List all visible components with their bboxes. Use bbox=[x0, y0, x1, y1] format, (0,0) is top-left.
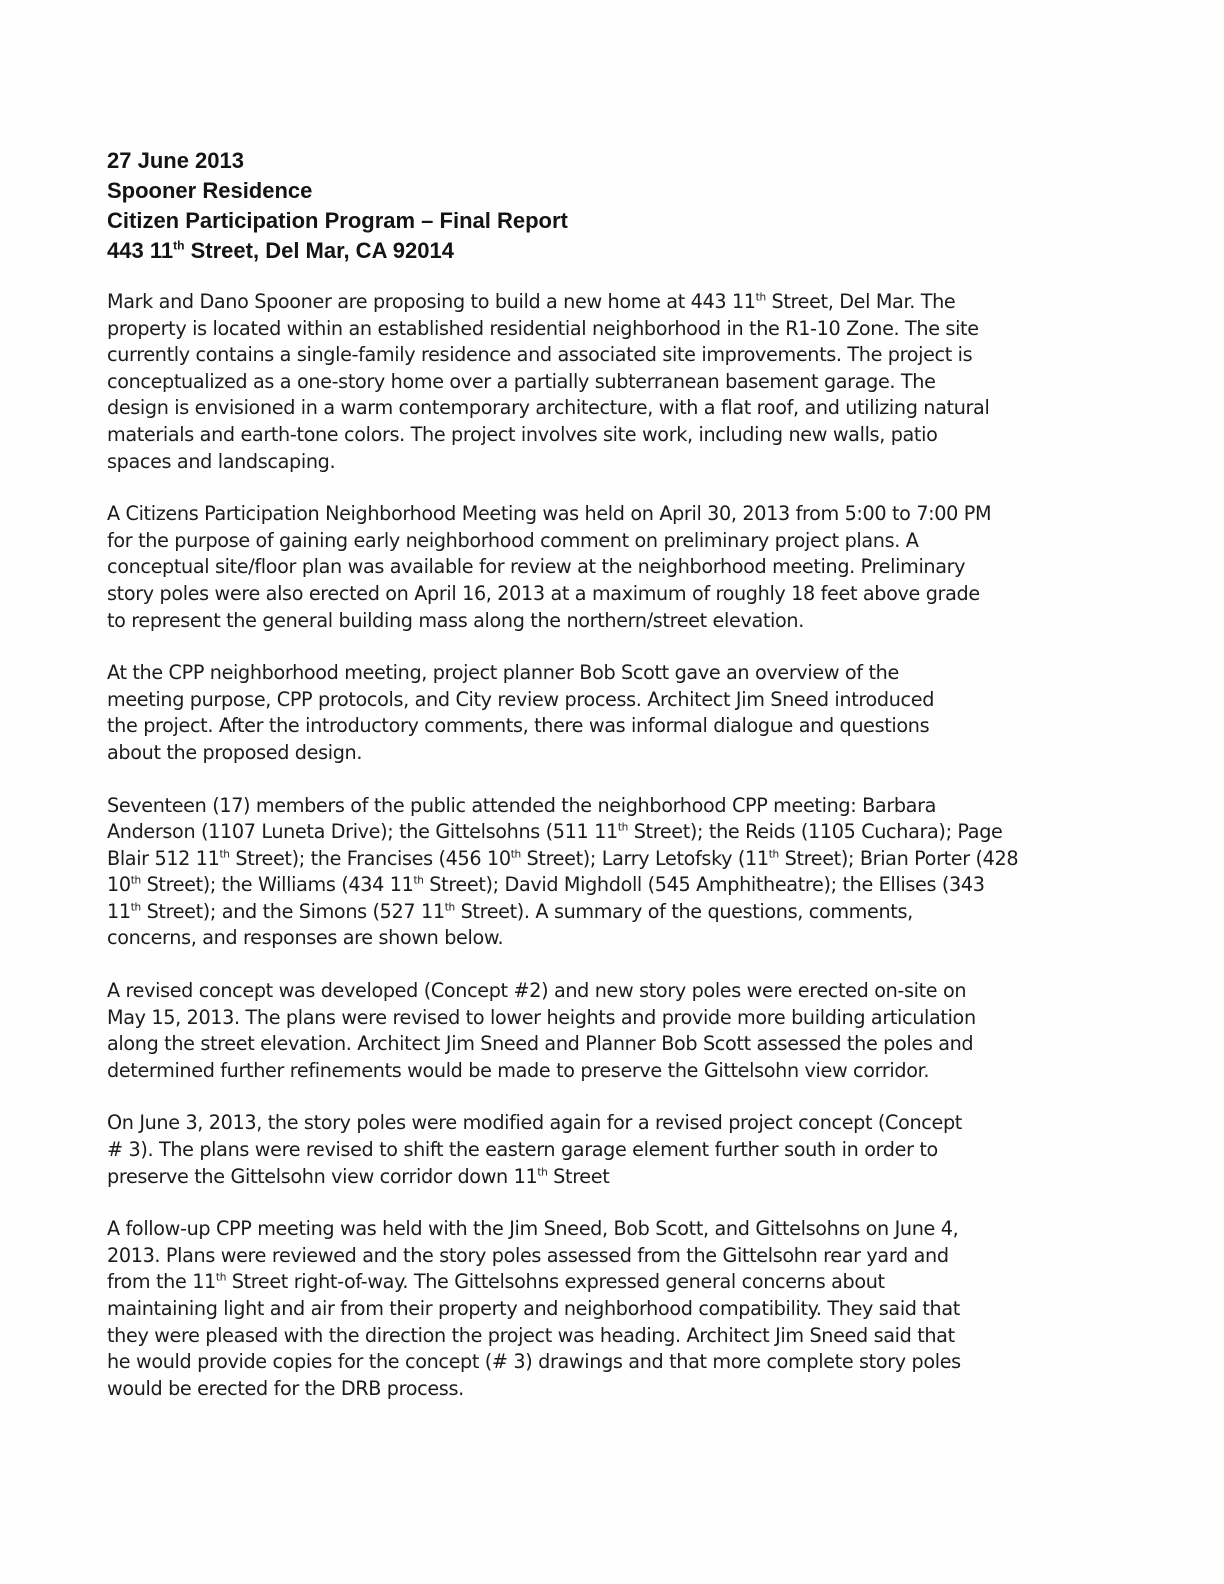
text-line bbox=[107, 289, 1112, 316]
text-segment: Street); the Reids (1105 Cuchara); Page bbox=[627, 820, 1003, 844]
ordinal-superscript: th bbox=[510, 848, 521, 861]
project-name: Spooner Residence bbox=[107, 178, 313, 203]
ordinal-superscript: th bbox=[130, 901, 141, 914]
ordinal-superscript: th bbox=[413, 874, 424, 887]
text-line bbox=[107, 369, 1112, 396]
text-segment: determined further refinements would be made to preserve the Gittelsohn view corridor. bbox=[107, 1058, 930, 1082]
address-rest: Street, Del Mar, CA 92014 bbox=[184, 238, 454, 263]
text-line bbox=[107, 1110, 1112, 1137]
text-segment: Street, Del Mar. The bbox=[765, 290, 956, 313]
text-segment: Seventeen (17) members of the public attended the neighborhood CPP meeting: Barbara bbox=[107, 793, 937, 817]
ordinal-superscript: th bbox=[444, 901, 455, 914]
text-segment: the project. After the introductory comments, there was informal dialogue and questions bbox=[107, 714, 930, 738]
ordinal-superscript: th bbox=[768, 848, 779, 861]
text-line bbox=[107, 846, 1112, 873]
report-date: 27 June 2013 bbox=[107, 148, 244, 173]
text-segment: along the street elevation. Architect Jim Sneed and Planner Bob Scott assessed the poles and bbox=[107, 1032, 974, 1056]
text-segment: conceptual site/floor plan was available for review at the neighborhood meeting. Preliminary bbox=[107, 555, 966, 579]
text-line bbox=[107, 422, 1112, 449]
text-line bbox=[107, 449, 1112, 476]
project-address bbox=[107, 236, 1107, 266]
text-segment: to represent the general building mass along the northern/street elevation. bbox=[107, 608, 804, 632]
text-segment: spaces and landscaping. bbox=[107, 449, 336, 473]
text-line bbox=[107, 528, 1112, 555]
text-segment: maintaining light and air from their property and neighborhood compatibility. They said that bbox=[107, 1297, 960, 1320]
text-line bbox=[107, 1031, 1112, 1058]
text-segment: they were pleased with the direction the project was heading. Architect Jim Sneed said that bbox=[107, 1323, 955, 1347]
text-segment: about the proposed design. bbox=[107, 740, 363, 764]
text-segment: conceptualized as a one-story home over a partially subterranean basement garage. The bbox=[107, 369, 936, 393]
document-header bbox=[107, 146, 1107, 266]
paragraph bbox=[107, 289, 1112, 475]
text-segment: Street right-of-way. The Gittelsohns expressed general concerns about bbox=[226, 1270, 885, 1294]
text-line bbox=[107, 978, 1112, 1005]
ordinal-superscript: th bbox=[130, 874, 141, 887]
text-segment: A Citizens Participation Neighborhood Meeting was held on April 30, 2013 from 5:00 to 7:00 PM bbox=[107, 502, 992, 526]
text-line bbox=[107, 660, 1112, 687]
text-line bbox=[107, 899, 1112, 926]
text-segment: Mark and Dano Spooner are proposing to build a new home at 443 11 bbox=[107, 290, 756, 313]
paragraph bbox=[107, 1110, 1112, 1190]
text-segment: Street). A summary of the questions, comments, bbox=[454, 899, 913, 923]
text-segment: At the CPP neighborhood meeting, project planner Bob Scott gave an overview of the bbox=[107, 661, 899, 685]
text-segment: A follow-up CPP meeting was held with the Jim Sneed, Bob Scott, and Gittelsohns on June 4, bbox=[107, 1217, 959, 1241]
text-line bbox=[107, 581, 1112, 608]
text-segment: would be erected for the DRB process. bbox=[107, 1376, 464, 1400]
text-segment: design is envisioned in a warm contemporary architecture, with a flat roof, and utilizing natural bbox=[107, 396, 990, 420]
text-segment: # 3). The plans were revised to shift the eastern garage element further south in order to bbox=[107, 1138, 938, 1162]
paragraph bbox=[107, 793, 1112, 953]
text-segment: 10 bbox=[107, 873, 131, 897]
text-segment: meeting purpose, CPP protocols, and City review process. Architect Jim Sneed introduced bbox=[107, 687, 935, 711]
text-line bbox=[107, 1296, 1112, 1323]
paragraph bbox=[107, 660, 1112, 766]
text-line bbox=[107, 1243, 1112, 1270]
text-line bbox=[107, 925, 1112, 952]
text-segment: Street bbox=[547, 1164, 610, 1188]
text-segment: from the 11 bbox=[107, 1270, 216, 1294]
report-title: Citizen Participation Program – Final Report bbox=[107, 208, 568, 233]
text-segment: property is located within an established residential neighborhood in the R1-10 Zone. The site bbox=[107, 316, 979, 340]
text-line bbox=[107, 608, 1112, 635]
text-line bbox=[107, 713, 1112, 740]
report-body bbox=[107, 289, 1112, 1428]
text-segment: 2013. Plans were reviewed and the story poles assessed from the Gittelsohn rear yard and bbox=[107, 1243, 949, 1267]
paragraph bbox=[107, 978, 1112, 1084]
paragraph bbox=[107, 501, 1112, 634]
text-segment: Street); David Mighdoll (545 Amphitheatre); the Ellises (343 bbox=[423, 873, 985, 897]
text-segment: Street); the Williams (434 11 bbox=[140, 873, 414, 897]
text-line bbox=[107, 687, 1112, 714]
text-line bbox=[107, 1058, 1112, 1085]
text-line bbox=[107, 1349, 1112, 1376]
address-number: 443 11 bbox=[107, 238, 174, 263]
paragraph bbox=[107, 1216, 1112, 1402]
text-line bbox=[107, 554, 1112, 581]
text-segment: Blair 512 11 bbox=[107, 846, 220, 870]
text-line bbox=[107, 1323, 1112, 1350]
text-line bbox=[107, 793, 1112, 820]
text-line bbox=[107, 395, 1112, 422]
text-line bbox=[107, 1269, 1112, 1296]
text-segment: Street); and the Simons (527 11 bbox=[140, 899, 445, 923]
text-line bbox=[107, 819, 1112, 846]
text-line bbox=[107, 1164, 1112, 1191]
text-segment: materials and earth-tone colors. The project involves site work, including new walls, patio bbox=[107, 422, 938, 446]
text-line bbox=[107, 1216, 1112, 1243]
text-segment: Street); Larry Letofsky (11 bbox=[520, 846, 769, 870]
text-segment: currently contains a single-family residence and associated site improvements. The project is bbox=[107, 343, 973, 367]
ordinal-superscript: th bbox=[537, 1166, 548, 1179]
text-line bbox=[107, 1005, 1112, 1032]
text-line bbox=[107, 501, 1112, 528]
text-segment: On June 3, 2013, the story poles were modified again for a revised project concept (Concept bbox=[107, 1111, 962, 1135]
text-line bbox=[107, 872, 1112, 899]
text-line bbox=[107, 316, 1112, 343]
text-segment: Street); the Francises (456 10 bbox=[229, 846, 511, 870]
text-segment: he would provide copies for the concept (# 3) drawings and that more complete story poles bbox=[107, 1350, 961, 1374]
ordinal-superscript: th bbox=[617, 821, 628, 834]
address-ordinal: th bbox=[173, 238, 185, 253]
text-segment: May 15, 2013. The plans were revised to lower heights and provide more building articulation bbox=[107, 1005, 976, 1029]
ordinal-superscript: th bbox=[215, 1272, 227, 1285]
ordinal-superscript: th bbox=[219, 848, 230, 861]
text-segment: 11 bbox=[107, 899, 131, 923]
text-segment: for the purpose of gaining early neighborhood comment on preliminary project plans. A bbox=[107, 528, 919, 552]
text-line bbox=[107, 342, 1112, 369]
text-segment: Street); Brian Porter (428 bbox=[778, 846, 1019, 870]
text-line bbox=[107, 740, 1112, 767]
text-segment: story poles were also erected on April 16, 2013 at a maximum of roughly 18 feet above grade bbox=[107, 581, 980, 605]
ordinal-superscript: th bbox=[755, 291, 766, 304]
text-segment: preserve the Gittelsohn view corridor down 11 bbox=[107, 1164, 538, 1188]
text-line bbox=[107, 1376, 1112, 1403]
text-segment: Anderson (1107 Luneta Drive); the Gittelsohns (511 11 bbox=[107, 820, 618, 844]
text-segment: concerns, and responses are shown below. bbox=[107, 926, 504, 950]
text-line bbox=[107, 1137, 1112, 1164]
text-segment: A revised concept was developed (Concept #2) and new story poles were erected on-site on bbox=[107, 979, 967, 1003]
